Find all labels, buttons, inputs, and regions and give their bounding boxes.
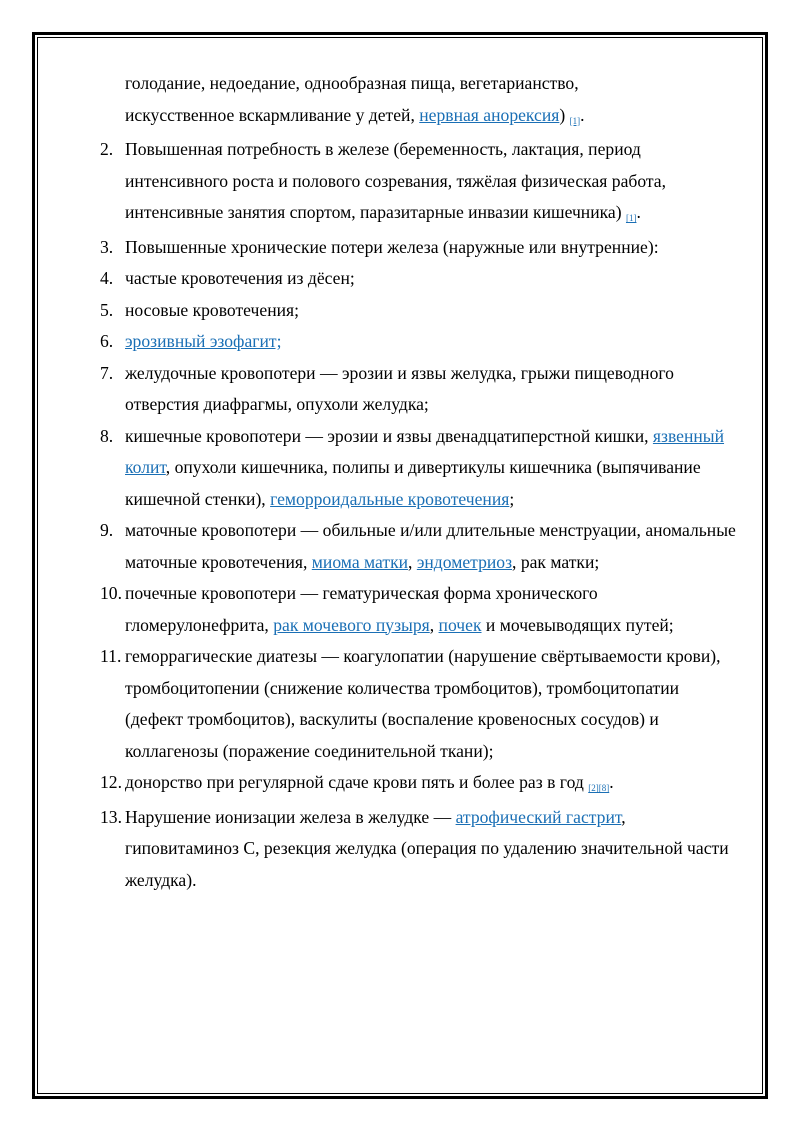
text-run: , опухоли кишечника, полипы и дивертикулы кишечника (выпячивание кишечной стенки), — [125, 457, 701, 509]
document-body — [100, 68, 740, 896]
list-item-text — [125, 232, 740, 264]
footnote-ref[interactable] — [570, 116, 581, 126]
text-run: , — [429, 614, 439, 635]
inline-link[interactable]: почек — [438, 614, 482, 635]
list-item-text — [125, 326, 740, 358]
lead-line-1: голодание, недоедание, однообразная пища, вегетарианство, — [125, 73, 579, 93]
list-item-number: 3. — [100, 236, 114, 257]
inline-link[interactable]: рак мочевого пузыря — [273, 614, 430, 635]
text-run: частые кровотечения из дёсен; — [125, 268, 355, 288]
list-item-number: 4. — [100, 268, 114, 288]
text-run: , гиповитаминоз С, резекция желудка (операция по удалению значительной части желудка). — [125, 806, 729, 890]
list-item-number: 8. — [100, 425, 114, 446]
text-run: Повышенная потребность в железе (беременность, лактация, период интенсивного роста и полового созревания, тяжёлая физическая работа, интенсивные занятия спортом, паразитарные инвазии кишечника) — [125, 139, 666, 222]
text-run: носовые кровотечения; — [125, 299, 300, 320]
list-item-text — [125, 358, 740, 421]
inline-link[interactable]: язвенный колит — [125, 425, 725, 477]
lead-paren: ) — [559, 104, 566, 125]
list-item — [100, 134, 740, 232]
list-item-number: 12. — [100, 772, 122, 792]
list-item — [100, 767, 740, 802]
inline-link[interactable]: эрозивный эзофагит; — [125, 331, 282, 351]
list-item-text — [125, 641, 740, 767]
list-item-text — [125, 421, 740, 516]
list-item-number: 7. — [100, 362, 114, 383]
text-run: почечные кровопотери — гематурическая форма хронического гломерулонефрита, — [125, 583, 598, 635]
text-run: кишечные кровопотери — эрозии и язвы двенадцатиперстной кишки, — [125, 425, 653, 446]
list-item — [100, 641, 740, 767]
text-run: , рак матки; — [512, 551, 600, 572]
text-run: . — [636, 202, 641, 222]
list-item — [100, 578, 740, 641]
inline-link[interactable]: атрофический гастрит — [455, 806, 622, 827]
list-item-text — [125, 578, 740, 641]
list-item-text — [125, 295, 740, 327]
footnote-link[interactable]: [2][8] — [588, 783, 610, 793]
inline-link[interactable]: геморроидальные кровотечения — [270, 488, 510, 509]
list-item — [100, 295, 740, 327]
footnote-ref[interactable] — [588, 783, 609, 793]
list-item-text — [125, 767, 740, 802]
list-item-text — [125, 515, 740, 578]
numbered-list — [100, 134, 740, 896]
lead-period: . — [580, 104, 585, 125]
list-item-text — [125, 134, 740, 232]
text-run: геморрагические диатезы — коагулопатии (нарушение свёртываемости крови), тромбоцитопении (снижение количества тромбоцитов), тромбоцитопатии (дефект тромбоцитов), васкулиты (воспаление кровеносных сосудов) и коллагенозы (поражение соединительной ткани); — [125, 646, 721, 761]
text-run: маточные кровопотери — обильные и/или длительные менструации, аномальные маточные кровотечения, — [125, 520, 736, 572]
link-nervous-anorexia[interactable]: нервная анорексия — [419, 104, 560, 125]
text-run: желудочные кровопотери — эрозии и язвы желудка, грыжи пищеводного отверстия диафрагмы, опухоли желудка; — [125, 362, 674, 414]
list-item — [100, 326, 740, 358]
footnote-ref[interactable] — [626, 213, 637, 223]
list-item-number: 9. — [100, 520, 114, 540]
list-item-text — [125, 802, 740, 897]
list-item — [100, 263, 740, 295]
text-run: донорство при регулярной сдаче крови пять и более раз в год — [125, 772, 589, 792]
list-item — [100, 802, 740, 897]
footnote-link[interactable]: [1] — [625, 213, 637, 223]
list-item-number: 13. — [100, 806, 122, 827]
list-item — [100, 358, 740, 421]
text-run: Нарушение ионизации железа в желудке — — [125, 806, 456, 827]
list-item-text — [125, 263, 740, 295]
list-item-number: 10. — [100, 583, 122, 603]
lead-line-2: искусственное вскармливание у детей, — [125, 104, 420, 125]
inline-link[interactable]: миома матки — [311, 551, 409, 572]
inline-link[interactable]: эндометриоз — [416, 551, 513, 572]
text-run: и мочевыводящих путей; — [481, 614, 674, 635]
continued-paragraph — [100, 68, 740, 134]
list-item — [100, 421, 740, 516]
text-run: Повышенные хронические потери железа (наружные или внутренние): — [125, 236, 659, 257]
list-item-number: 2. — [100, 139, 114, 159]
text-run: ; — [509, 488, 515, 509]
footnote-link[interactable]: [1] — [569, 115, 581, 126]
list-item — [100, 515, 740, 578]
list-item-number: 11. — [100, 646, 122, 666]
text-run: , — [408, 551, 417, 572]
list-item-number: 6. — [100, 331, 114, 351]
text-run: . — [609, 772, 614, 792]
list-item — [100, 232, 740, 264]
list-item-number: 5. — [100, 299, 114, 320]
